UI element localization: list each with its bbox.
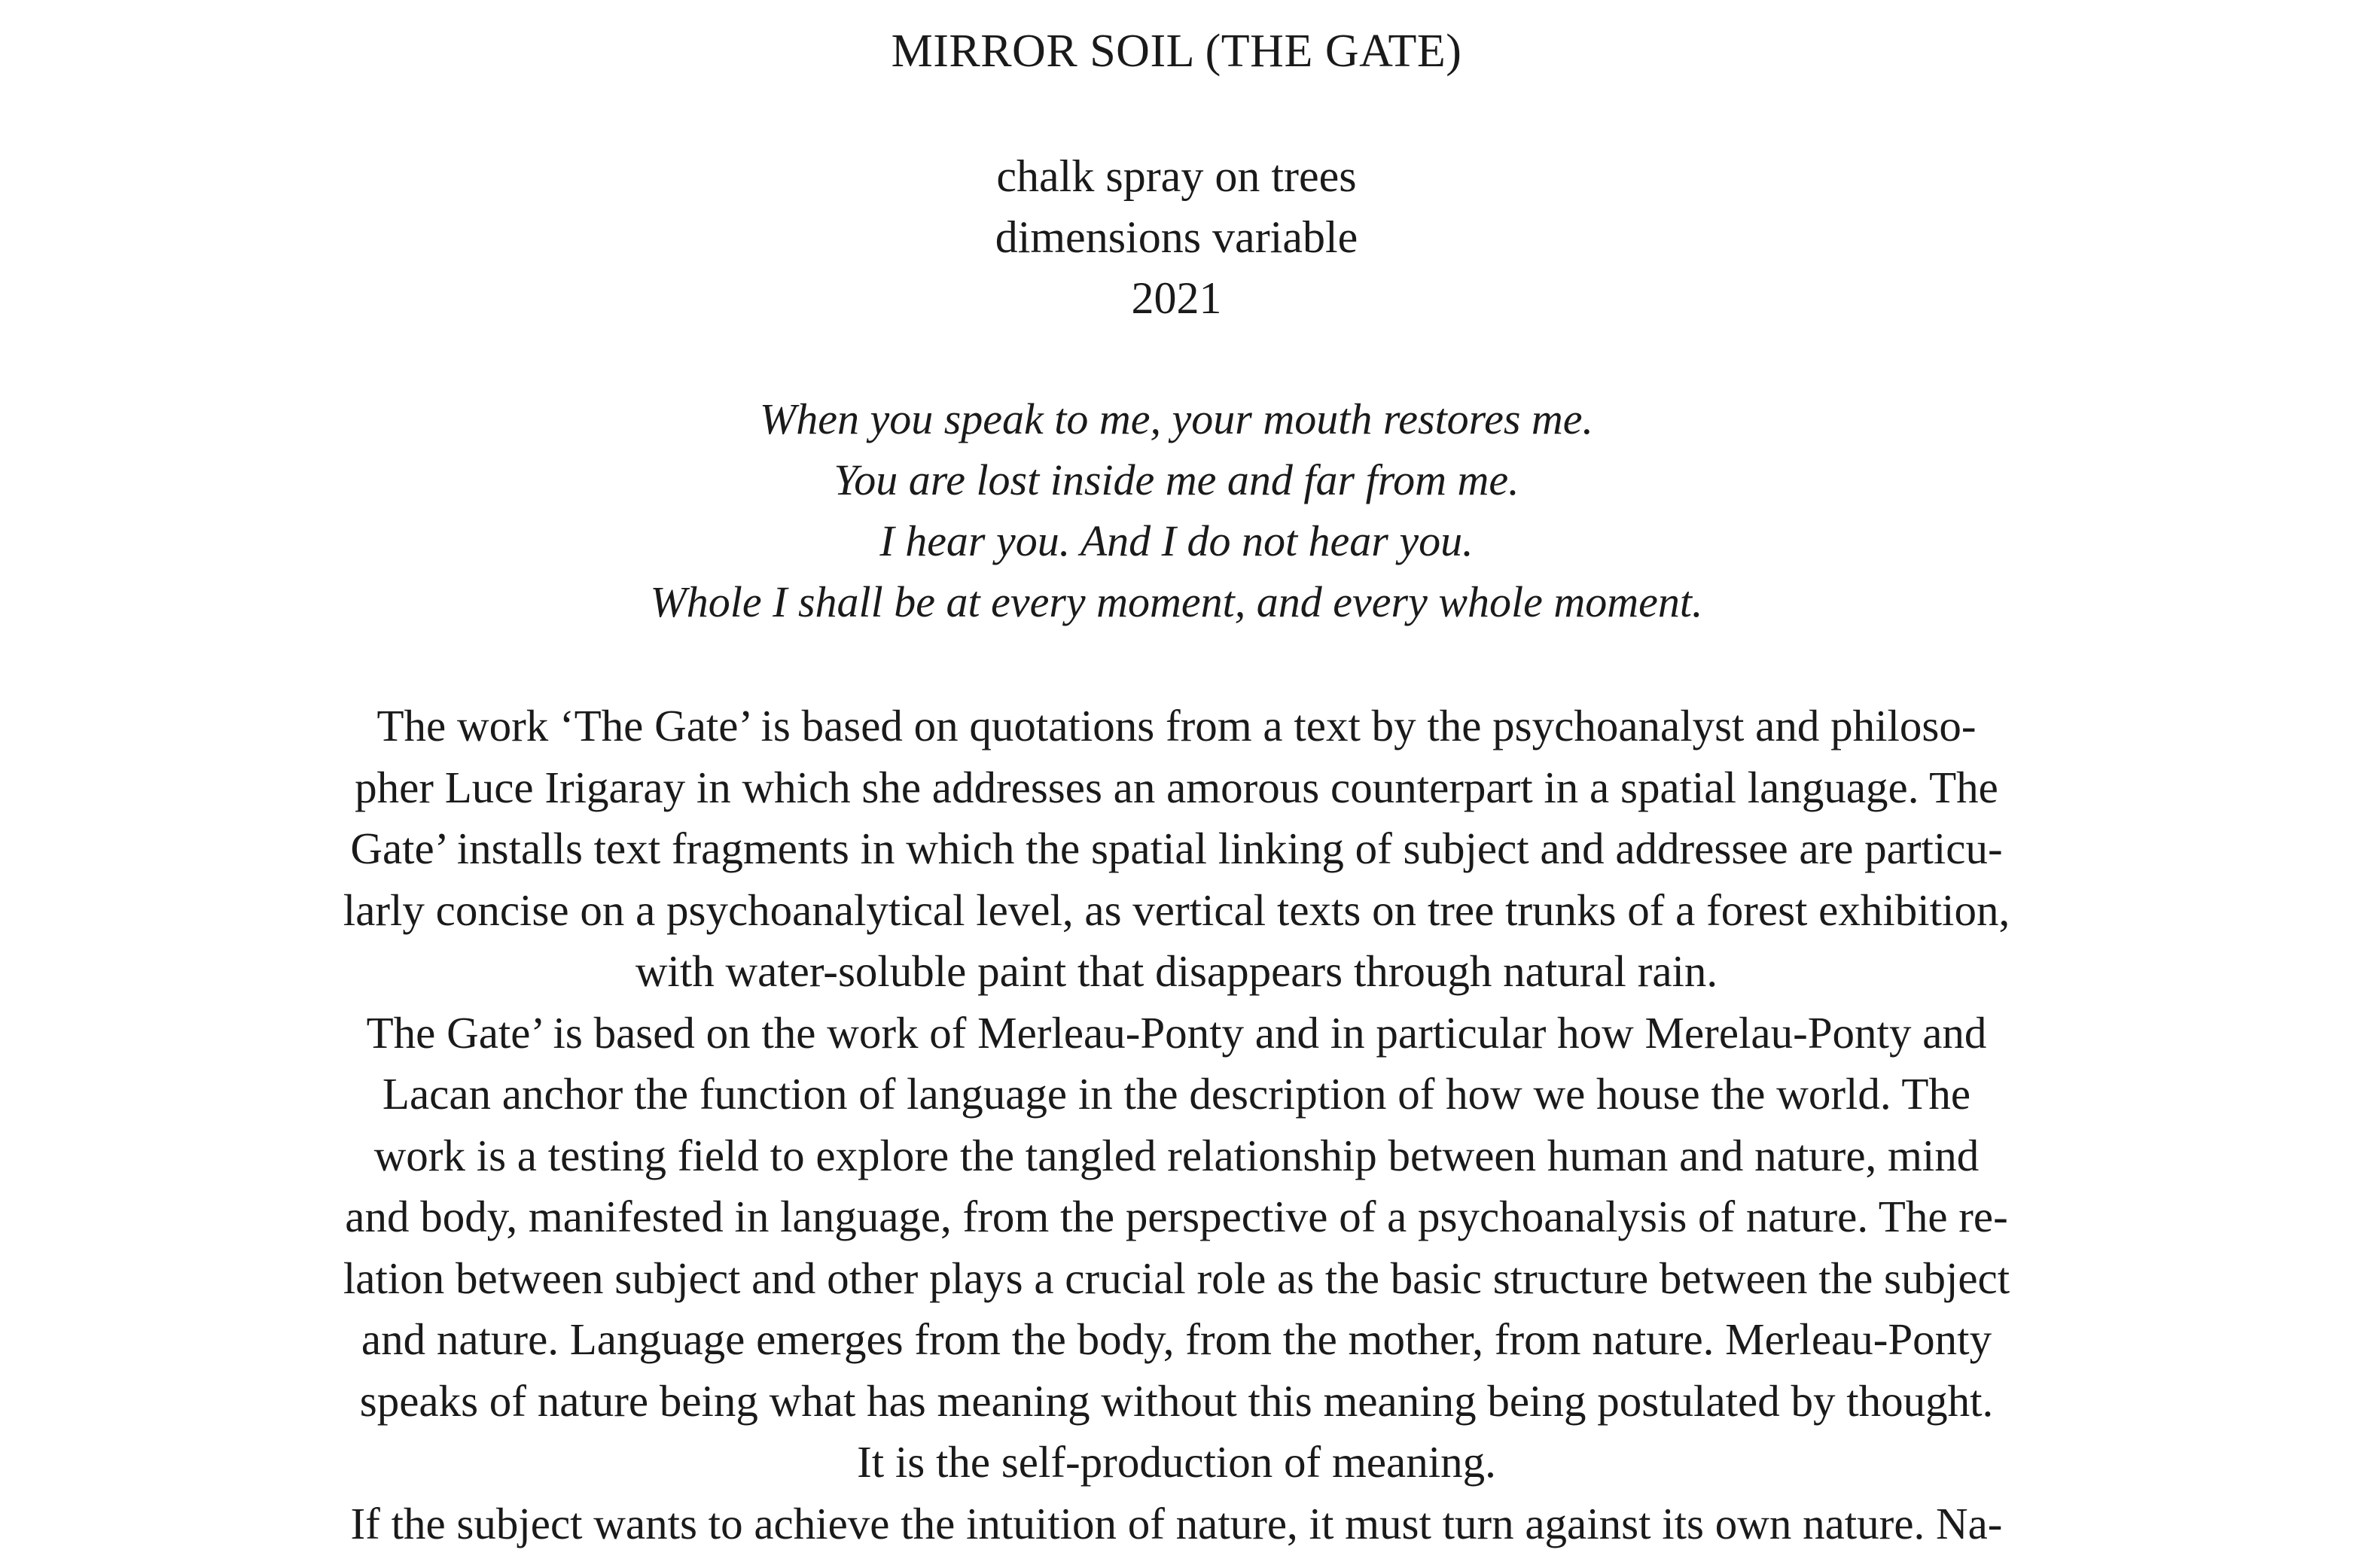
- body-line: lation between subject and other plays a crucial role as the basic structure between the subject: [343, 1253, 2010, 1303]
- body-line: with water-soluble paint that disappears through natural rain.: [635, 946, 1718, 996]
- quote-line: I hear you. And I do not hear you.: [879, 516, 1474, 565]
- description-paragraph: [0, 696, 2353, 1554]
- quote-line: Whole I shall be at every moment, and every whole moment.: [650, 577, 1703, 626]
- body-line: The Gate’ is based on the work of Merleau-Ponty and in particular how Merelau-Ponty and: [366, 1007, 1987, 1058]
- artwork-medium: chalk spray on trees: [996, 151, 1357, 201]
- body-line: It is the self-production of meaning.: [857, 1437, 1496, 1487]
- artwork-dimensions: dimensions variable: [995, 212, 1358, 262]
- body-line: and nature. Language emerges from the body, from the mother, from nature. Merleau-Ponty: [361, 1314, 1992, 1364]
- body-line: The work ‘The Gate’ is based on quotations from a text by the psychoanalyst and philoso-: [376, 701, 1977, 751]
- artwork-details: [0, 146, 2353, 329]
- body-line: speaks of nature being what has meaning without this meaning being postulated by thought.: [359, 1375, 1994, 1426]
- body-line: Gate’ installs text fragments in which the spatial linking of subject and addressee are particu-: [350, 824, 2003, 873]
- body-line: larly concise on a psychoanalytical level, as vertical texts on tree trunks of a forest exhibition,: [343, 884, 2010, 935]
- body-line: Lacan anchor the function of language in the description of how we house the world. The: [382, 1069, 1971, 1119]
- body-line: pher Luce Irigaray in which she addresses an amorous counterpart in a spatial language. The: [355, 762, 1998, 812]
- quote-line: You are lost inside me and far from me.: [834, 455, 1519, 504]
- body-line: and body, manifested in language, from the perspective of a psychoanalysis of nature. The re-: [345, 1192, 2008, 1241]
- body-line: If the subject wants to achieve the intuition of nature, it must turn against its own nature. Na-: [350, 1498, 2003, 1548]
- epigraph-quote: [0, 388, 2353, 632]
- body-line: work is a testing field to explore the tangled relationship between human and nature, mind: [373, 1130, 1980, 1180]
- document-title: MIRROR SOIL (THE GATE): [891, 26, 1462, 77]
- quote-line: When you speak to me, your mouth restores me.: [759, 394, 1594, 443]
- artwork-year: 2021: [1131, 273, 1222, 323]
